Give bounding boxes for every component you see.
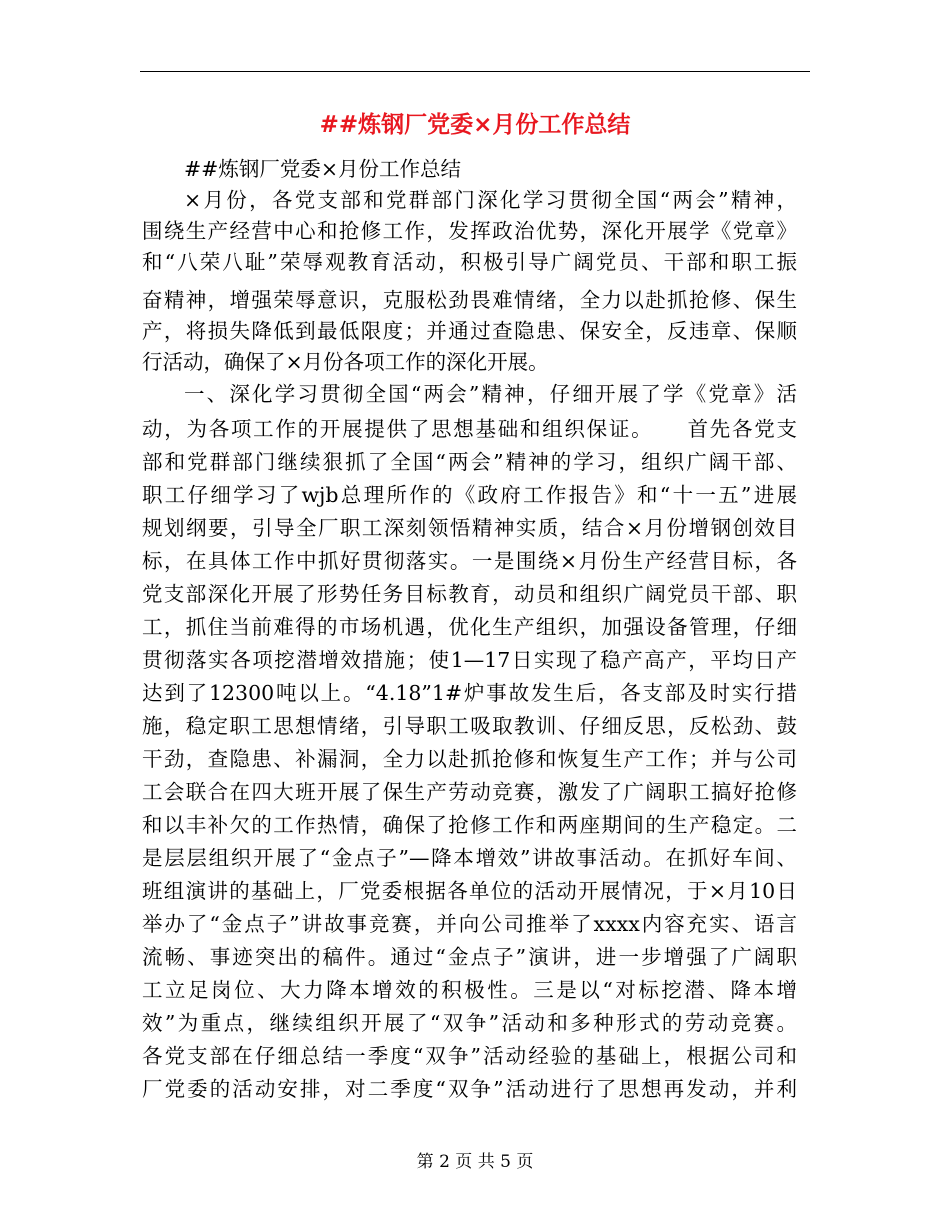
body-line: 达到了12300吨以上。“4.18”1#炉事故发生后，各支部及时实行措	[142, 681, 797, 705]
body-line: 和以丰补欠的工作热情，确保了抢修工作和两座期间的生产稳定。二	[142, 813, 797, 837]
body-line: 行活动，确保了×月份各项工作的深化开展。	[142, 350, 549, 374]
body-line: 是层层组织开展了“金点子”—降本增效”讲故事活动。在抓好车间、	[142, 846, 797, 870]
body-line: 标，在具体工作中抓好贯彻落实。一是围绕×月份生产经营目标，各	[142, 549, 797, 573]
body-line: ##炼钢厂党委×月份工作总结	[184, 157, 462, 181]
body-line: 流畅、事迹突出的稿件。通过“金点子”演讲，进一步增强了广阔职	[142, 945, 797, 969]
body-line: 职工仔细学习了wjb总理所作的《政府工作报告》和“十一五”进展	[142, 483, 797, 507]
body-line: 工，抓住当前难得的市场机遇，优化生产组织，加强设备管理，仔细	[142, 615, 797, 639]
body-line: 干劲，查隐患、补漏洞，全力以赴抓抢修和恢复生产工作；并与公司	[142, 747, 797, 771]
body-line: 厂党委的活动安排，对二季度“双争”活动进行了思想再发动，并利	[142, 1077, 797, 1101]
body-line: 工会联合在四大班开展了保生产劳动竞赛，激发了广阔职工搞好抢修	[142, 780, 797, 804]
page-footer: 第 2 页 共 5 页	[416, 1152, 534, 1172]
body-line: 党支部深化开展了形势任务目标教育，动员和组织广阔党员干部、职	[142, 582, 797, 606]
body-line: 奋精神，增强荣辱意识，克服松劲畏难情绪，全力以赴抓抢修、保生	[142, 288, 797, 312]
body-line: 部和党群部门继续狠抓了全国“两会”精神的学习，组织广阔干部、	[142, 450, 797, 474]
body-line: 一、深化学习贯彻全国“两会”精神，仔细开展了学《党章》活	[184, 382, 797, 406]
body-line: 产，将损失降低到最低限度；并通过查隐患、保安全，反违章、保顺	[142, 319, 797, 343]
body-line: ×月份，各党支部和党群部门深化学习贯彻全国“两会”精神，	[184, 188, 797, 212]
body-line: 班组演讲的基础上，厂党委根据各单位的活动开展情况，于×月10日	[142, 879, 797, 903]
body-line: 和“八荣八耻”荣辱观教育活动，积极引导广阔党员、干部和职工振	[142, 250, 797, 274]
document-title: ##炼钢厂党委×月份工作总结	[319, 112, 631, 138]
body-line: 工立足岗位、大力降本增效的积极性。三是以“对标挖潜、降本增	[142, 978, 797, 1002]
body-line: 举办了“金点子”讲故事竞赛，并向公司推举了xxxx内容充实、语言	[142, 912, 797, 936]
body-line: 围绕生产经营中心和抢修工作，发挥政治优势，深化开展学《党章》	[142, 219, 797, 243]
body-line: 各党支部在仔细总结一季度“双争”活动经验的基础上，根据公司和	[142, 1044, 797, 1068]
header-rule	[140, 71, 810, 72]
body-line: 效”为重点，继续组织开展了“双争”活动和多种形式的劳动竞赛。	[142, 1011, 797, 1035]
body-line: 动，为各项工作的开展提供了思想基础和组织保证。 首先各党支	[142, 417, 797, 441]
body-line: 规划纲要，引导全厂职工深刻领悟精神实质，结合×月份增钢创效目	[142, 516, 797, 540]
body-line: 施，稳定职工思想情绪，引导职工吸取教训、仔细反思，反松劲、鼓	[142, 714, 797, 738]
body-line: 贯彻落实各项挖潜增效措施；使1—17日实现了稳产高产，平均日产	[142, 648, 797, 672]
